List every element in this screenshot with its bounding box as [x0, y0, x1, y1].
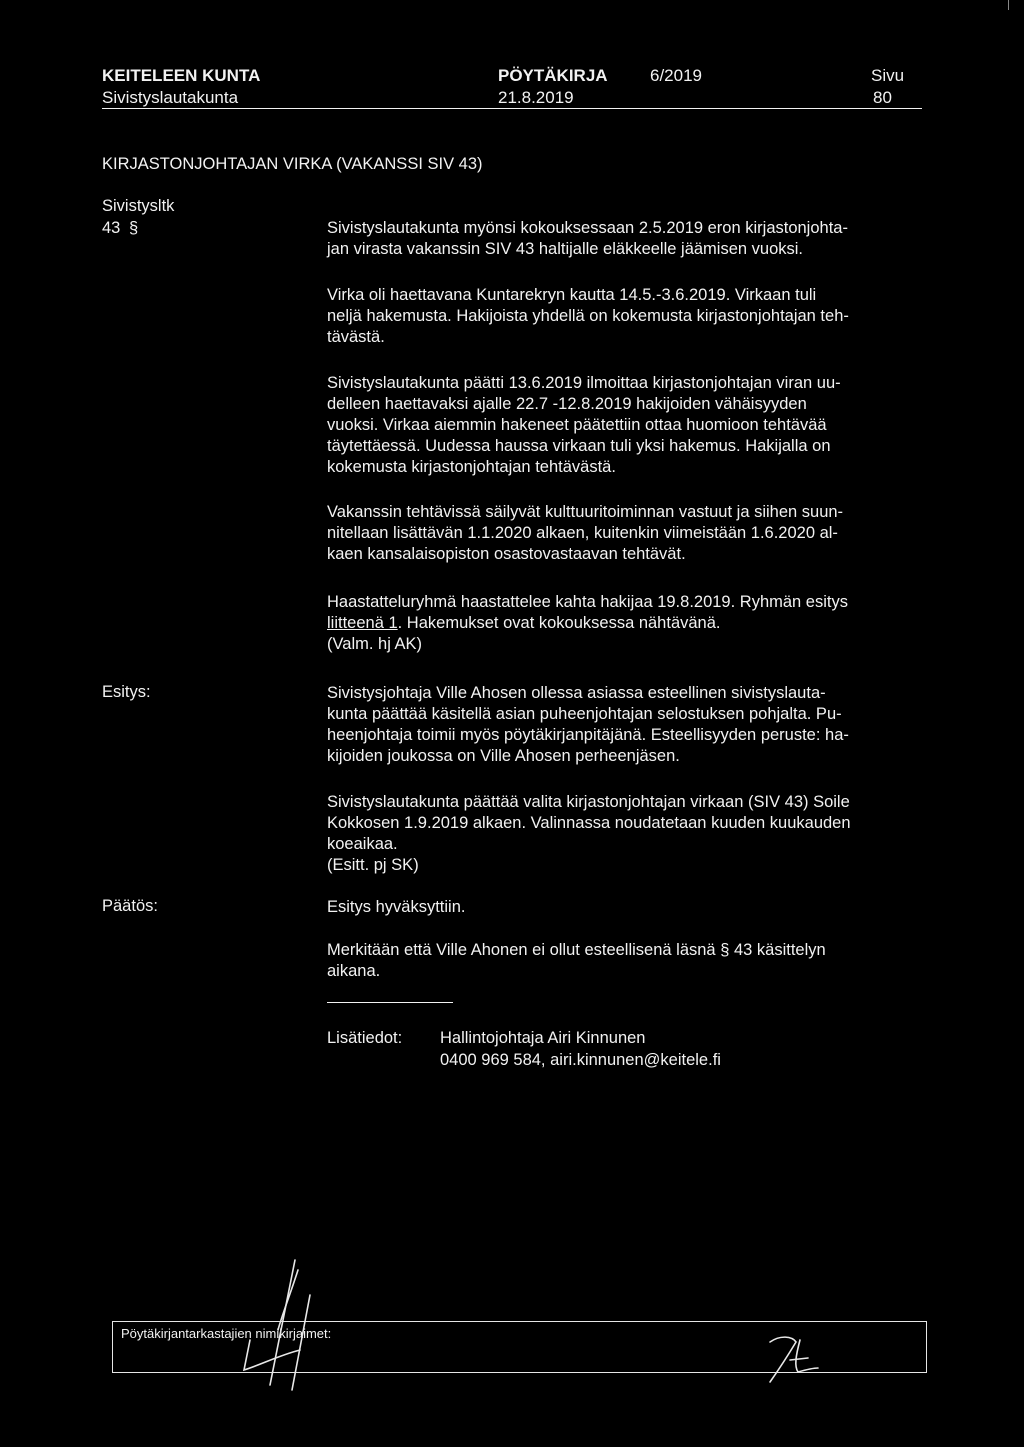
- contact-label: Lisätiedot:: [327, 1029, 403, 1047]
- paragraph-5: [327, 592, 927, 655]
- signature-initials-right-icon: [760, 1330, 830, 1390]
- text-line: Virka oli haettavana Kuntarekryn kautta 14.5.-3.6.2019. Virkaan tuli: [327, 286, 817, 304]
- section-ref-number: [102, 218, 138, 239]
- contact-name: Hallintojohtaja Airi Kinnunen: [440, 1029, 646, 1047]
- paragraph-symbol-icon: §: [128, 219, 139, 237]
- text-line: Esitys hyväksyttiin.: [327, 898, 466, 916]
- decision-text: [327, 897, 927, 918]
- text-line: [327, 613, 927, 634]
- paragraph-2: [327, 285, 927, 348]
- text-line: tävästä.: [327, 328, 385, 346]
- initials-label: Pöytäkirjantarkastajien nimikirjaimet:: [121, 1326, 332, 1341]
- text-line: kokemusta kirjastonjohtajan tehtävästä.: [327, 458, 616, 476]
- doc-number: 6/2019: [650, 66, 702, 85]
- attachment-link[interactable]: liitteenä 1: [327, 614, 398, 632]
- proposal-paragraph-1: [327, 683, 927, 767]
- text-line: Sivistyslautakunta päätti 13.6.2019 ilmoittaa kirjastonjohtajan viran uu-: [327, 374, 841, 392]
- text-line: Haastatteluryhmä haastattelee kahta hakijaa 19.8.2019. Ryhmän esitys: [327, 593, 848, 611]
- text-line: Vakanssin tehtävissä säilyvät kulttuuritoiminnan vastuut ja siihen suun-: [327, 503, 844, 521]
- text-line: Sivistyslautakunta päättää valita kirjastonjohtajan virkaan (SIV 43) Soile: [327, 793, 850, 811]
- text-line: heenjohtaja toimii myös pöytäkirjanpitäjänä. Esteellisyyden peruste: ha-: [327, 726, 849, 744]
- edge-mark: [1008, 0, 1009, 10]
- section-number: 43: [102, 219, 121, 237]
- text-line: jan virasta vakanssin SIV 43 haltijalle eläkkeelle jäämisen vuoksi.: [327, 240, 803, 258]
- doc-type: PÖYTÄKIRJA: [498, 66, 608, 85]
- text-line: Kokkosen 1.9.2019 alkaen. Valinnassa noudatetaan kuuden kuukauden: [327, 814, 851, 832]
- text-line: nitellaan lisättävän 1.1.2020 alkaen, kuitenkin viimeistään 1.6.2020 al-: [327, 524, 838, 542]
- header-rule: [102, 108, 922, 109]
- signature-initials-left-icon: [220, 1255, 330, 1395]
- separator-rule: [327, 1002, 453, 1003]
- text-line: neljä hakemusta. Hakijoista yhdellä on kokemusta kirjastonjohtajan teh-: [327, 307, 849, 325]
- contact-details: 0400 969 584, airi.kinnunen@keitele.fi: [440, 1051, 721, 1069]
- municipality-name: KEITELEEN KUNTA: [102, 66, 261, 85]
- text-line: kaen kansalaisopiston osastovastaavan tehtävät.: [327, 545, 686, 563]
- text-line: Sivistyslautakunta myönsi kokouksessaan 2.5.2019 eron kirjastonjohta-: [327, 219, 848, 237]
- board-name: Sivistyslautakunta: [102, 88, 239, 107]
- text-line: Sivistysjohtaja Ville Ahosen ollessa asiassa esteellinen sivistyslauta-: [327, 684, 826, 702]
- page-number: 80: [873, 88, 892, 107]
- page-title: KIRJASTONJOHTAJAN VIRKA (VAKANSSI SIV 43): [102, 155, 483, 173]
- text-line: Merkitään että Ville Ahonen ei ollut esteellisenä läsnä § 43 käsittelyn: [327, 941, 826, 959]
- page-label: Sivu: [871, 66, 905, 85]
- text-line: (Esitt. pj SK): [327, 856, 419, 874]
- text-line: aikana.: [327, 962, 381, 980]
- text-line: vuoksi. Virkaa aiemmin hakeneet päätettiin ottaa huomioon tehtävää: [327, 416, 827, 434]
- text-line: (Valm. hj AK): [327, 635, 423, 653]
- decision-label: Päätös:: [102, 897, 158, 915]
- paragraph-3: [327, 373, 927, 478]
- text-line: delleen haettavaksi ajalle 22.7 -12.8.2019 hakijoiden vähäisyyden: [327, 395, 807, 413]
- proposal-paragraph-2: [327, 792, 927, 876]
- doc-date: 21.8.2019: [498, 88, 574, 107]
- paragraph-1: [327, 218, 927, 260]
- text-line: kijoiden joukossa on Ville Ahosen perheenjäsen.: [327, 747, 680, 765]
- paragraph-4: [327, 502, 927, 565]
- text-span: . Hakemukset ovat kokouksessa nähtävänä.: [397, 614, 721, 632]
- section-ref-label: Sivistysltk: [102, 197, 175, 215]
- proposal-label: Esitys:: [102, 683, 151, 701]
- text-line: kunta päättää käsitellä asian puheenjohtajan selostuksen pohjalta. Pu-: [327, 705, 842, 723]
- text-line: täytettäessä. Uudessa haussa virkaan tuli yksi hakemus. Hakijalla on: [327, 437, 831, 455]
- decision-note: [327, 940, 927, 982]
- text-line: koeaikaa.: [327, 835, 398, 853]
